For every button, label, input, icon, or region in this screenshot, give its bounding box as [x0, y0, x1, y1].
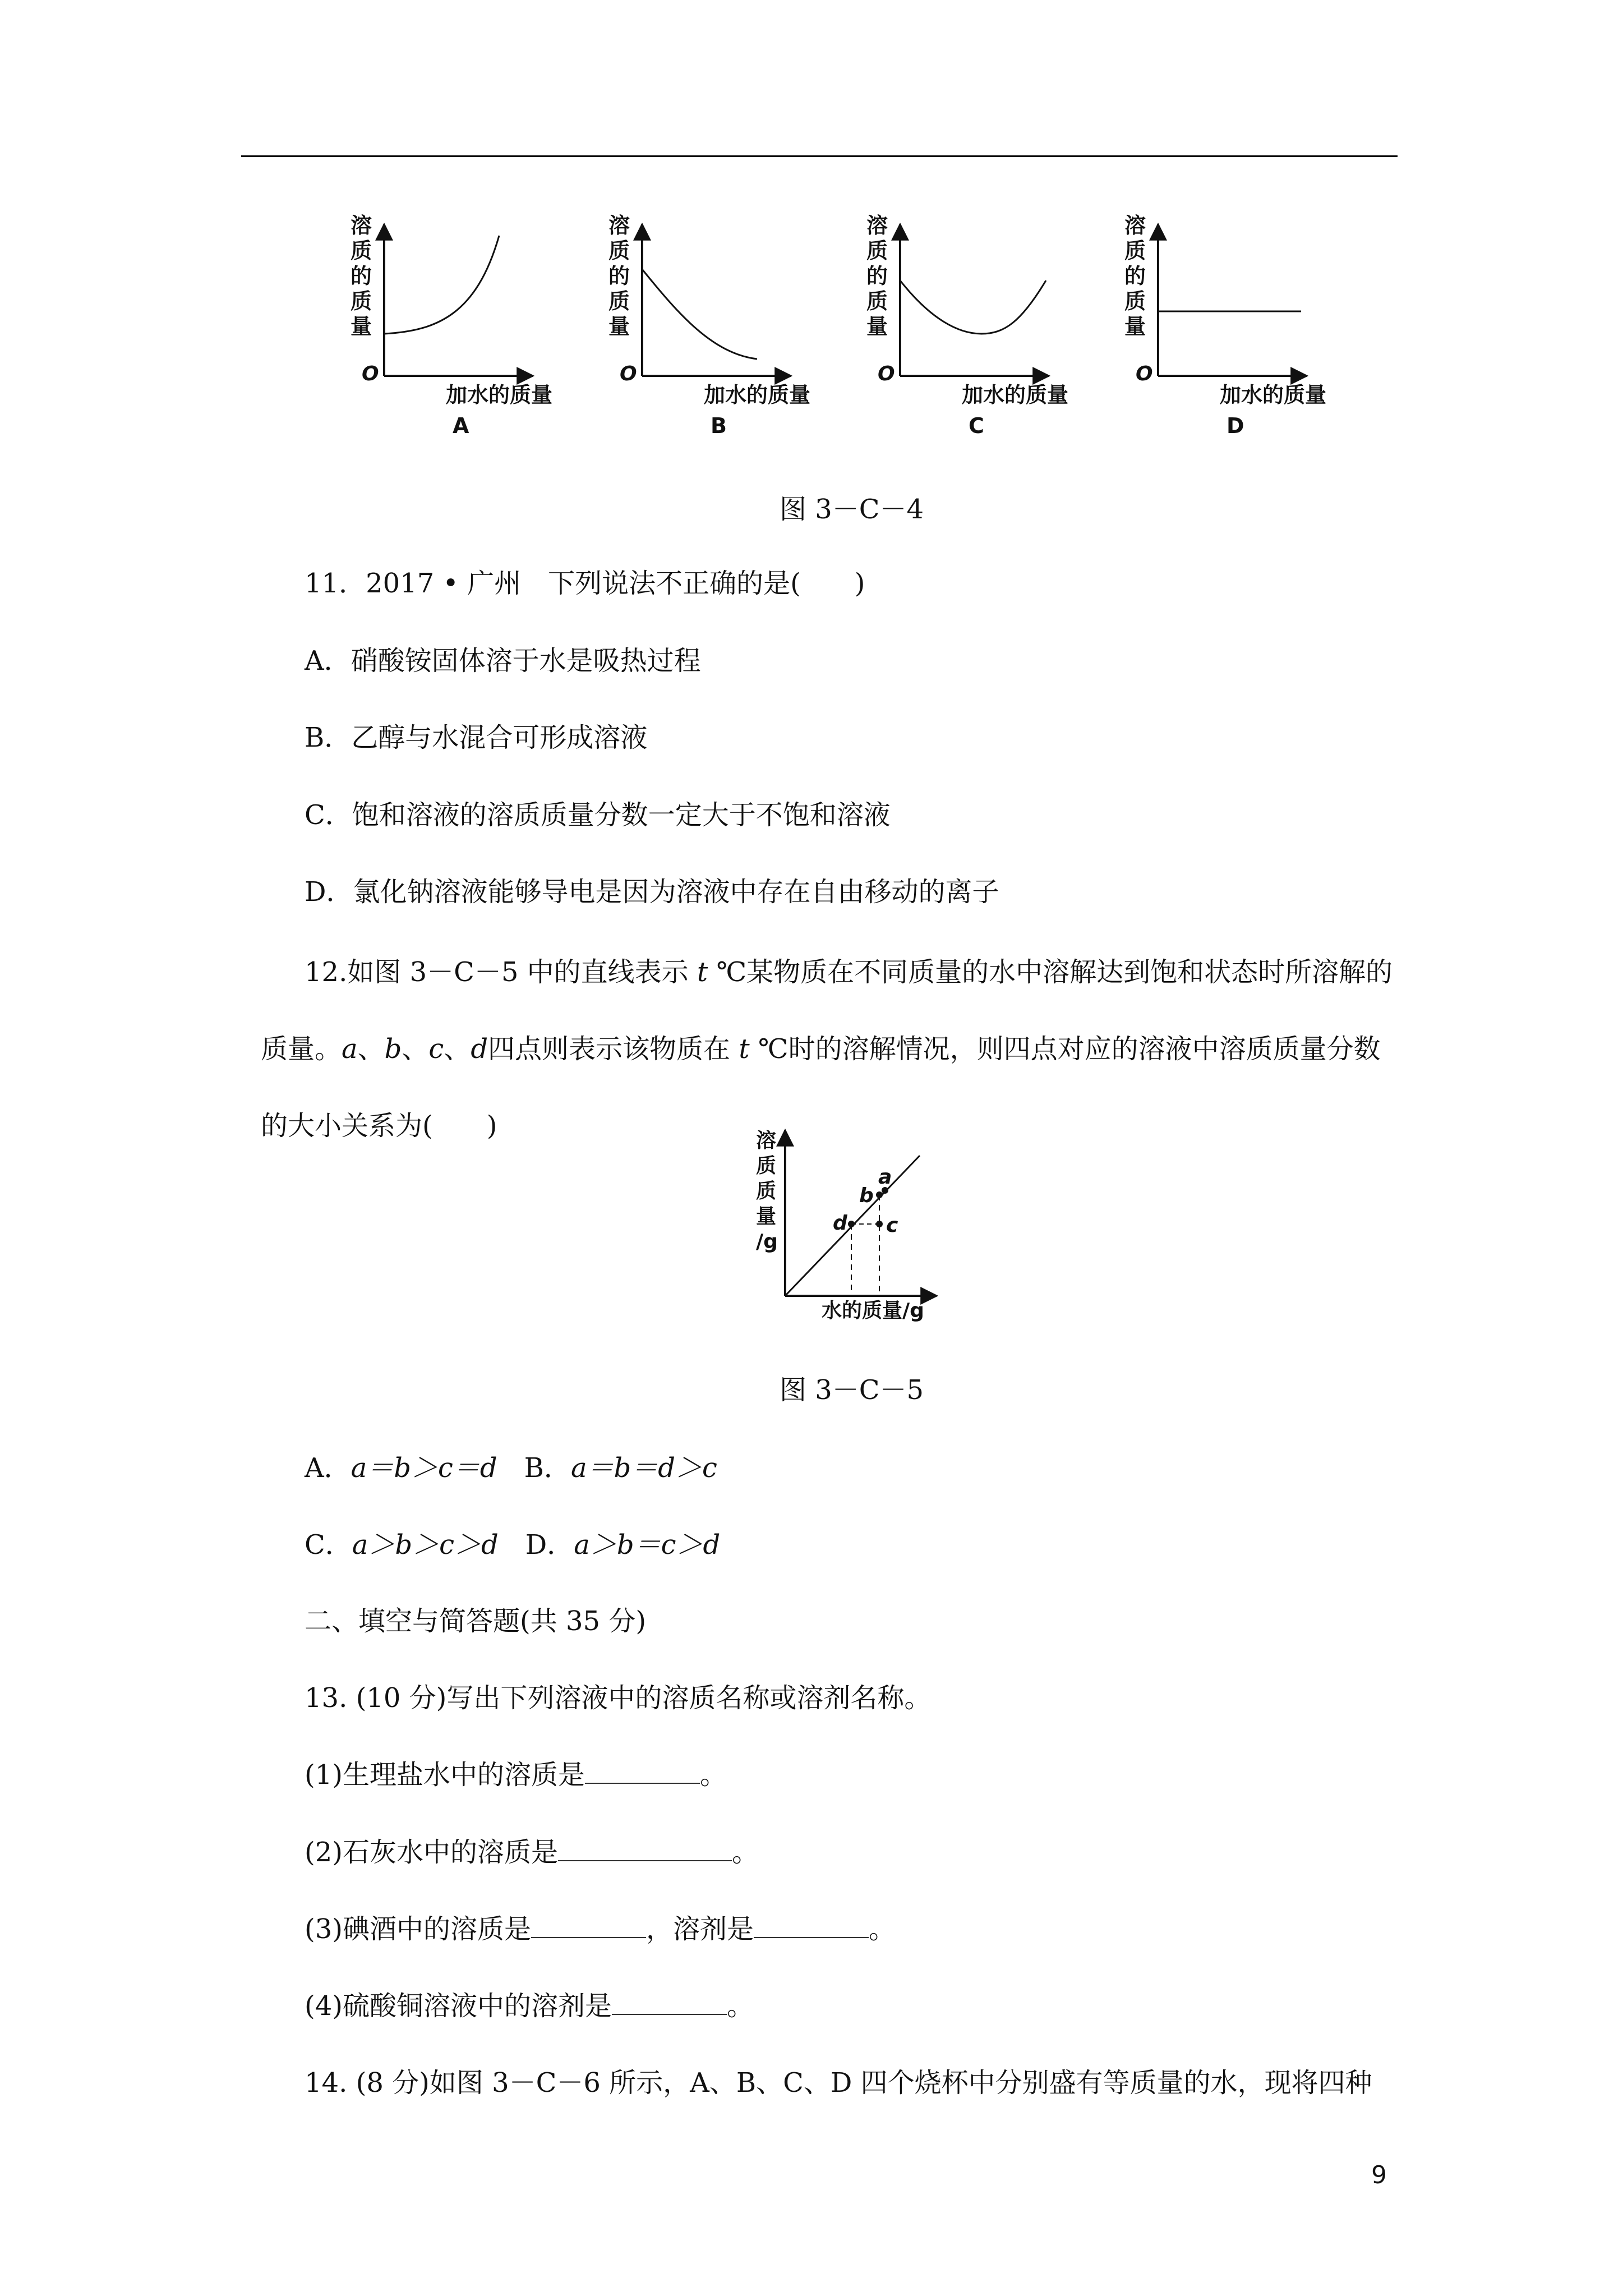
- panel-b: [608, 213, 810, 438]
- panel-d: [1124, 213, 1326, 438]
- q13-item-4: (4)硫酸铜溶液中的溶剂是 。: [305, 1990, 754, 2022]
- q13-item-3: (3)碘酒中的溶质是 ，溶剂是 。: [305, 1913, 896, 1945]
- q14-stem: 14. (8 分)如图 3－C－6 所示，A、B、C、D 四个烧杯中分别盛有等质量的水，现将四种: [305, 2067, 1372, 2099]
- answer-blank: [612, 1991, 727, 2015]
- svg-text:质: 质: [1124, 289, 1146, 314]
- q11-stem: 11．2017 • 广州 下列说法不正确的是( ): [305, 568, 865, 599]
- svg-text:量: 量: [351, 314, 372, 339]
- q12-stem: 12.如图 3－C－5 中的直线表示 t ℃某物质在不同质量的水中溶解达到饱和状态时所溶解的质量。a、b、c、d四点则表示该物质在 t ℃时的溶解情况，则四点对应的溶液中溶质质量分数的大小关系为( ): [261, 956, 1393, 1142]
- point-c-label: c: [886, 1214, 898, 1237]
- point-d: [848, 1221, 855, 1227]
- svg-text:O: O: [620, 362, 637, 385]
- svg-text:质: 质: [1124, 238, 1146, 263]
- point-b: [876, 1191, 883, 1198]
- svg-text:溶: 溶: [866, 213, 888, 238]
- svg-text:加水的质量: 加水的质量: [962, 383, 1069, 407]
- svg-text:加水的质量: 加水的质量: [1220, 383, 1327, 407]
- y-label: 溶: [351, 213, 372, 238]
- svg-text:质: 质: [608, 238, 630, 263]
- svg-text:溶: 溶: [1124, 213, 1146, 238]
- svg-text:O: O: [878, 362, 895, 385]
- x-label: 加水的质量: [446, 383, 553, 407]
- q13-item-1: (1)生理盐水中的溶质是 。: [305, 1759, 727, 1791]
- panel-a: [351, 213, 552, 438]
- q13-item-2: (2)石灰水中的溶质是 。: [305, 1837, 759, 1868]
- panel-c: [866, 213, 1068, 438]
- svg-text:溶: 溶: [608, 213, 630, 238]
- origin-label: O: [362, 362, 379, 385]
- figure-3-c-5: [751, 1122, 965, 1335]
- svg-text:的: 的: [1124, 264, 1146, 288]
- answer-blank: [754, 1915, 869, 1938]
- svg-text:D: D: [1227, 413, 1244, 438]
- svg-text:质: 质: [866, 289, 888, 314]
- svg-text:溶: 溶: [756, 1129, 777, 1152]
- svg-text:/g: /g: [756, 1230, 778, 1253]
- svg-text:量: 量: [608, 314, 630, 339]
- svg-text:量: 量: [1124, 314, 1146, 339]
- page-number: 9: [1371, 2161, 1387, 2189]
- svg-text:量: 量: [866, 314, 888, 339]
- x-label: 水的质量/g: [822, 1299, 924, 1322]
- svg-text:量: 量: [756, 1205, 777, 1228]
- q11-option-b: B．乙醇与水混合可形成溶液: [305, 722, 648, 753]
- svg-text:O: O: [1136, 362, 1153, 385]
- curve-c: [900, 280, 1046, 334]
- svg-text:B: B: [711, 413, 727, 438]
- answer-blank: [585, 1760, 700, 1784]
- q11-option-c: C．饱和溶液的溶质质量分数一定大于不饱和溶液: [305, 799, 891, 831]
- q11-option-a: A．硝酸铵固体溶于水是吸热过程: [305, 645, 701, 677]
- answer-blank: [558, 1838, 732, 1861]
- point-a-label: a: [878, 1166, 892, 1189]
- curve-b: [642, 269, 757, 359]
- figure-caption-3-c-4: 图 3－C－4: [780, 494, 924, 525]
- svg-text:质: 质: [351, 238, 372, 263]
- svg-text:的: 的: [866, 264, 888, 288]
- answer-blank: [531, 1915, 646, 1938]
- svg-text:质: 质: [608, 289, 630, 314]
- q11-option-d: D．氯化钠溶液能够导电是因为溶液中存在自由移动的离子: [305, 876, 999, 908]
- point-b-label: b: [859, 1184, 874, 1207]
- svg-text:质: 质: [756, 1180, 777, 1203]
- q13-stem: 13. (10 分)写出下列溶液中的溶质名称或溶剂名称。: [305, 1682, 932, 1714]
- panel-label: A: [453, 413, 469, 438]
- section-heading: 二、填空与简答题(共 35 分): [305, 1605, 647, 1637]
- svg-text:质: 质: [351, 289, 372, 314]
- point-d-label: d: [833, 1212, 847, 1235]
- q12-options-cd: C．a＞b＞c＞d D．a＞b＝c＞d: [305, 1529, 721, 1561]
- q12-options-ab: A．a＝b＞c＝d B．a＝b＝d＞c: [305, 1452, 717, 1484]
- svg-text:质: 质: [756, 1154, 777, 1177]
- svg-text:质: 质: [866, 238, 888, 263]
- figure-caption-3-c-5: 图 3－C－5: [780, 1374, 924, 1406]
- curve-a: [384, 236, 499, 334]
- figure-3-c-4: [314, 202, 1380, 449]
- svg-text:的: 的: [351, 264, 372, 288]
- point-c: [876, 1221, 883, 1227]
- header-rule: [241, 155, 1398, 157]
- svg-text:加水的质量: 加水的质量: [704, 383, 811, 407]
- svg-text:C: C: [969, 413, 984, 438]
- svg-text:的: 的: [608, 264, 630, 288]
